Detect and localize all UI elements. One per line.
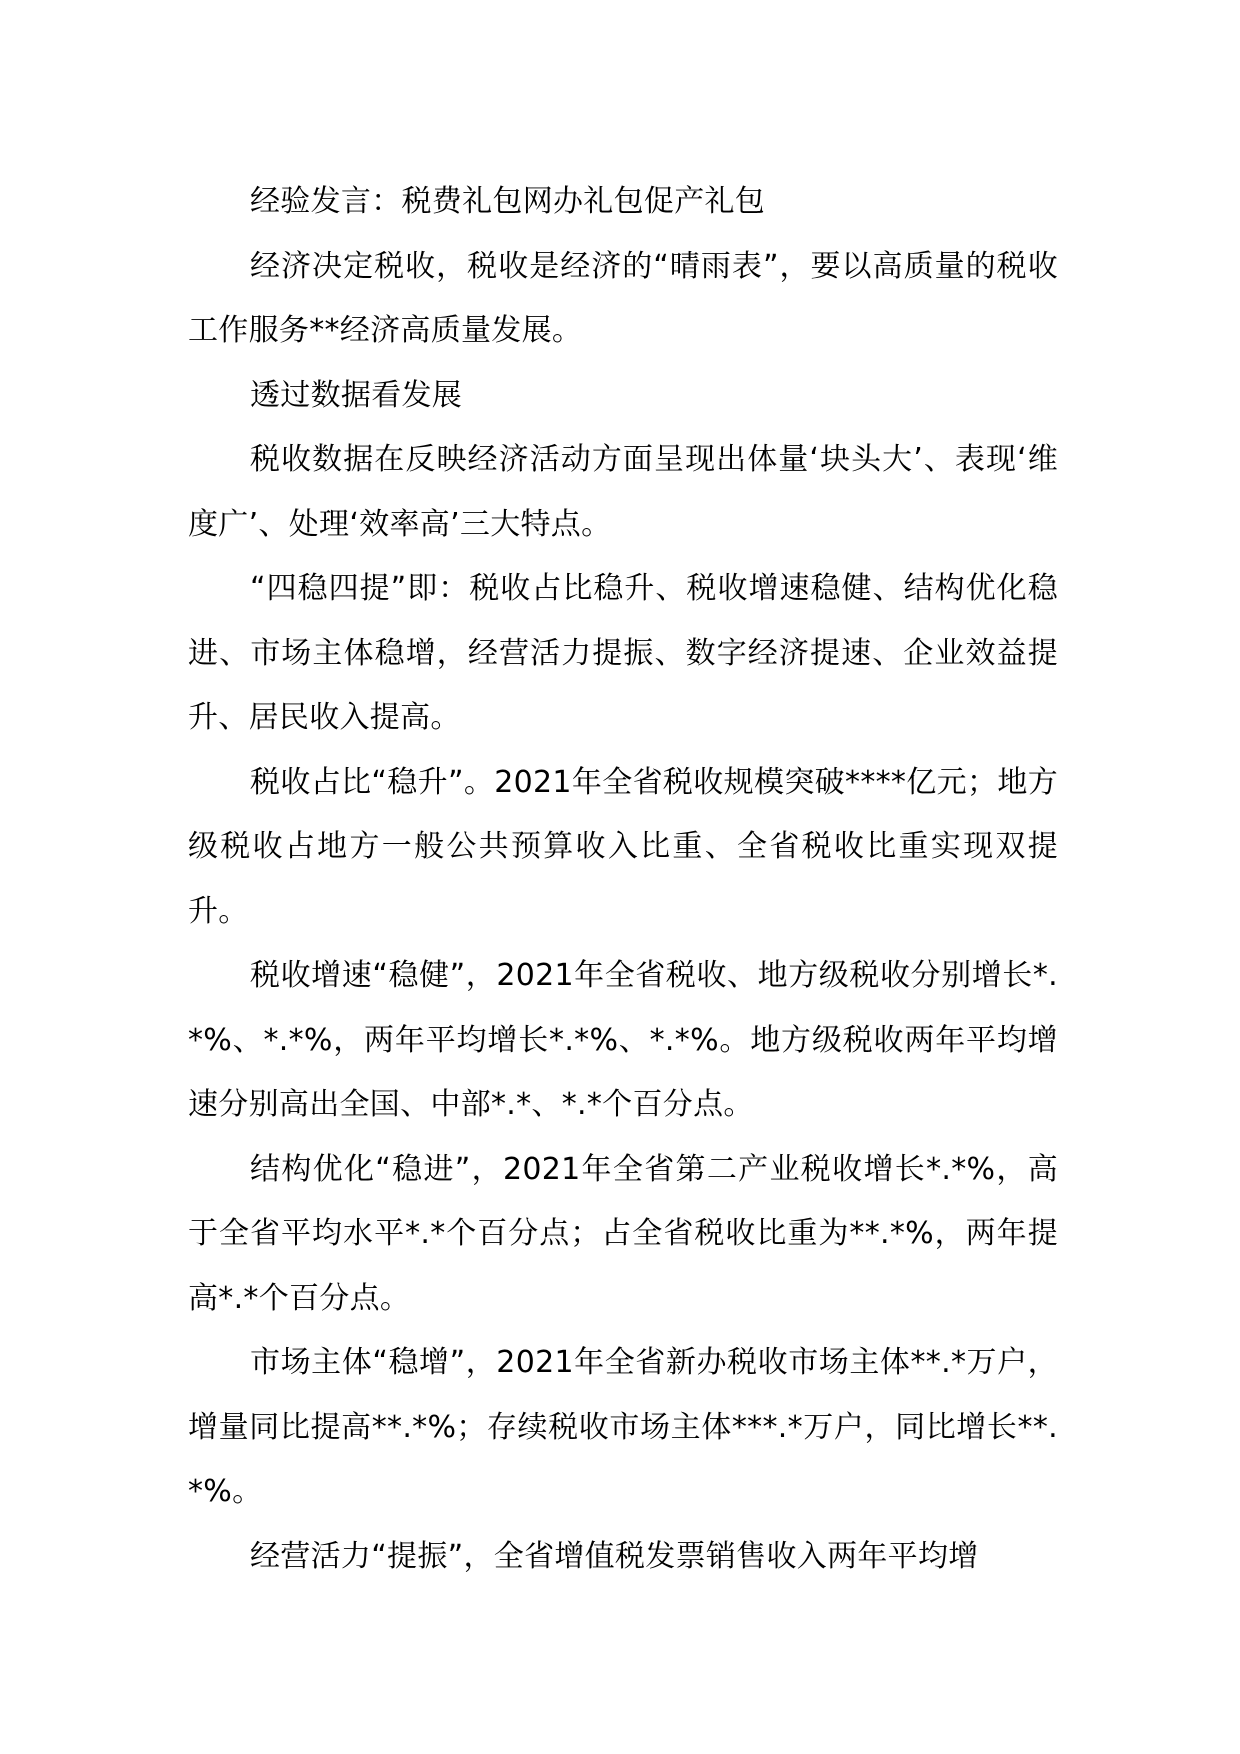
paragraph-intro: 经济决定税收，税收是经济的“晴雨表”，要以高质量的税收工作服务**经济高质量发展。 [188,248,1058,348]
paragraph-tax-growth: 税收增速“稳健”，2021年全省税收、地方级税收分别增长*.*%、*.*%，两年平均增长*.*%、*.*%。地方级税收两年平均增速分别高出全国、中部*.*、*.*个百分点。 [188,958,1058,1122]
document-heading: 经验发言：税费礼包网办礼包促产礼包 [250,184,766,219]
paragraph-structure: 结构优化“稳进”，2021年全省第二产业税收增长*.*%，高于全省平均水平*.*个百分点；占全省税收比重为**.*%，两年提高*.*个百分点。 [188,1151,1058,1316]
document-body [188,170,1058,1589]
paragraph-market-entities: 市场主体“稳增”，2021年全省新办税收市场主体**.*万户，增量同比提高**.*%；存续税收市场主体***.*万户，同比增长**.*%。 [188,1345,1058,1509]
section-heading: 透过数据看发展 [250,377,463,413]
paragraph-features: 税收数据在反映经济活动方面呈现出体量‘块头大’、表现‘维度广’、处理‘效率高’三大特点。 [188,442,1058,542]
paragraph-tax-share: 税收占比“稳升”。2021年全省税收规模突破****亿元；地方级税收占地方一般公共预算收入比重、全省税收比重实现双提升。 [188,764,1058,929]
paragraph-four-stable: “四稳四提”即：税收占比稳升、税收增速稳健、结构优化稳进、市场主体稳增，经营活力提振、数字经济提速、企业效益提升、居民收入提高。 [188,571,1058,735]
paragraph-business-vitality: 经营活力“提振”，全省增值税发票销售收入两年平均增 [250,1538,979,1574]
